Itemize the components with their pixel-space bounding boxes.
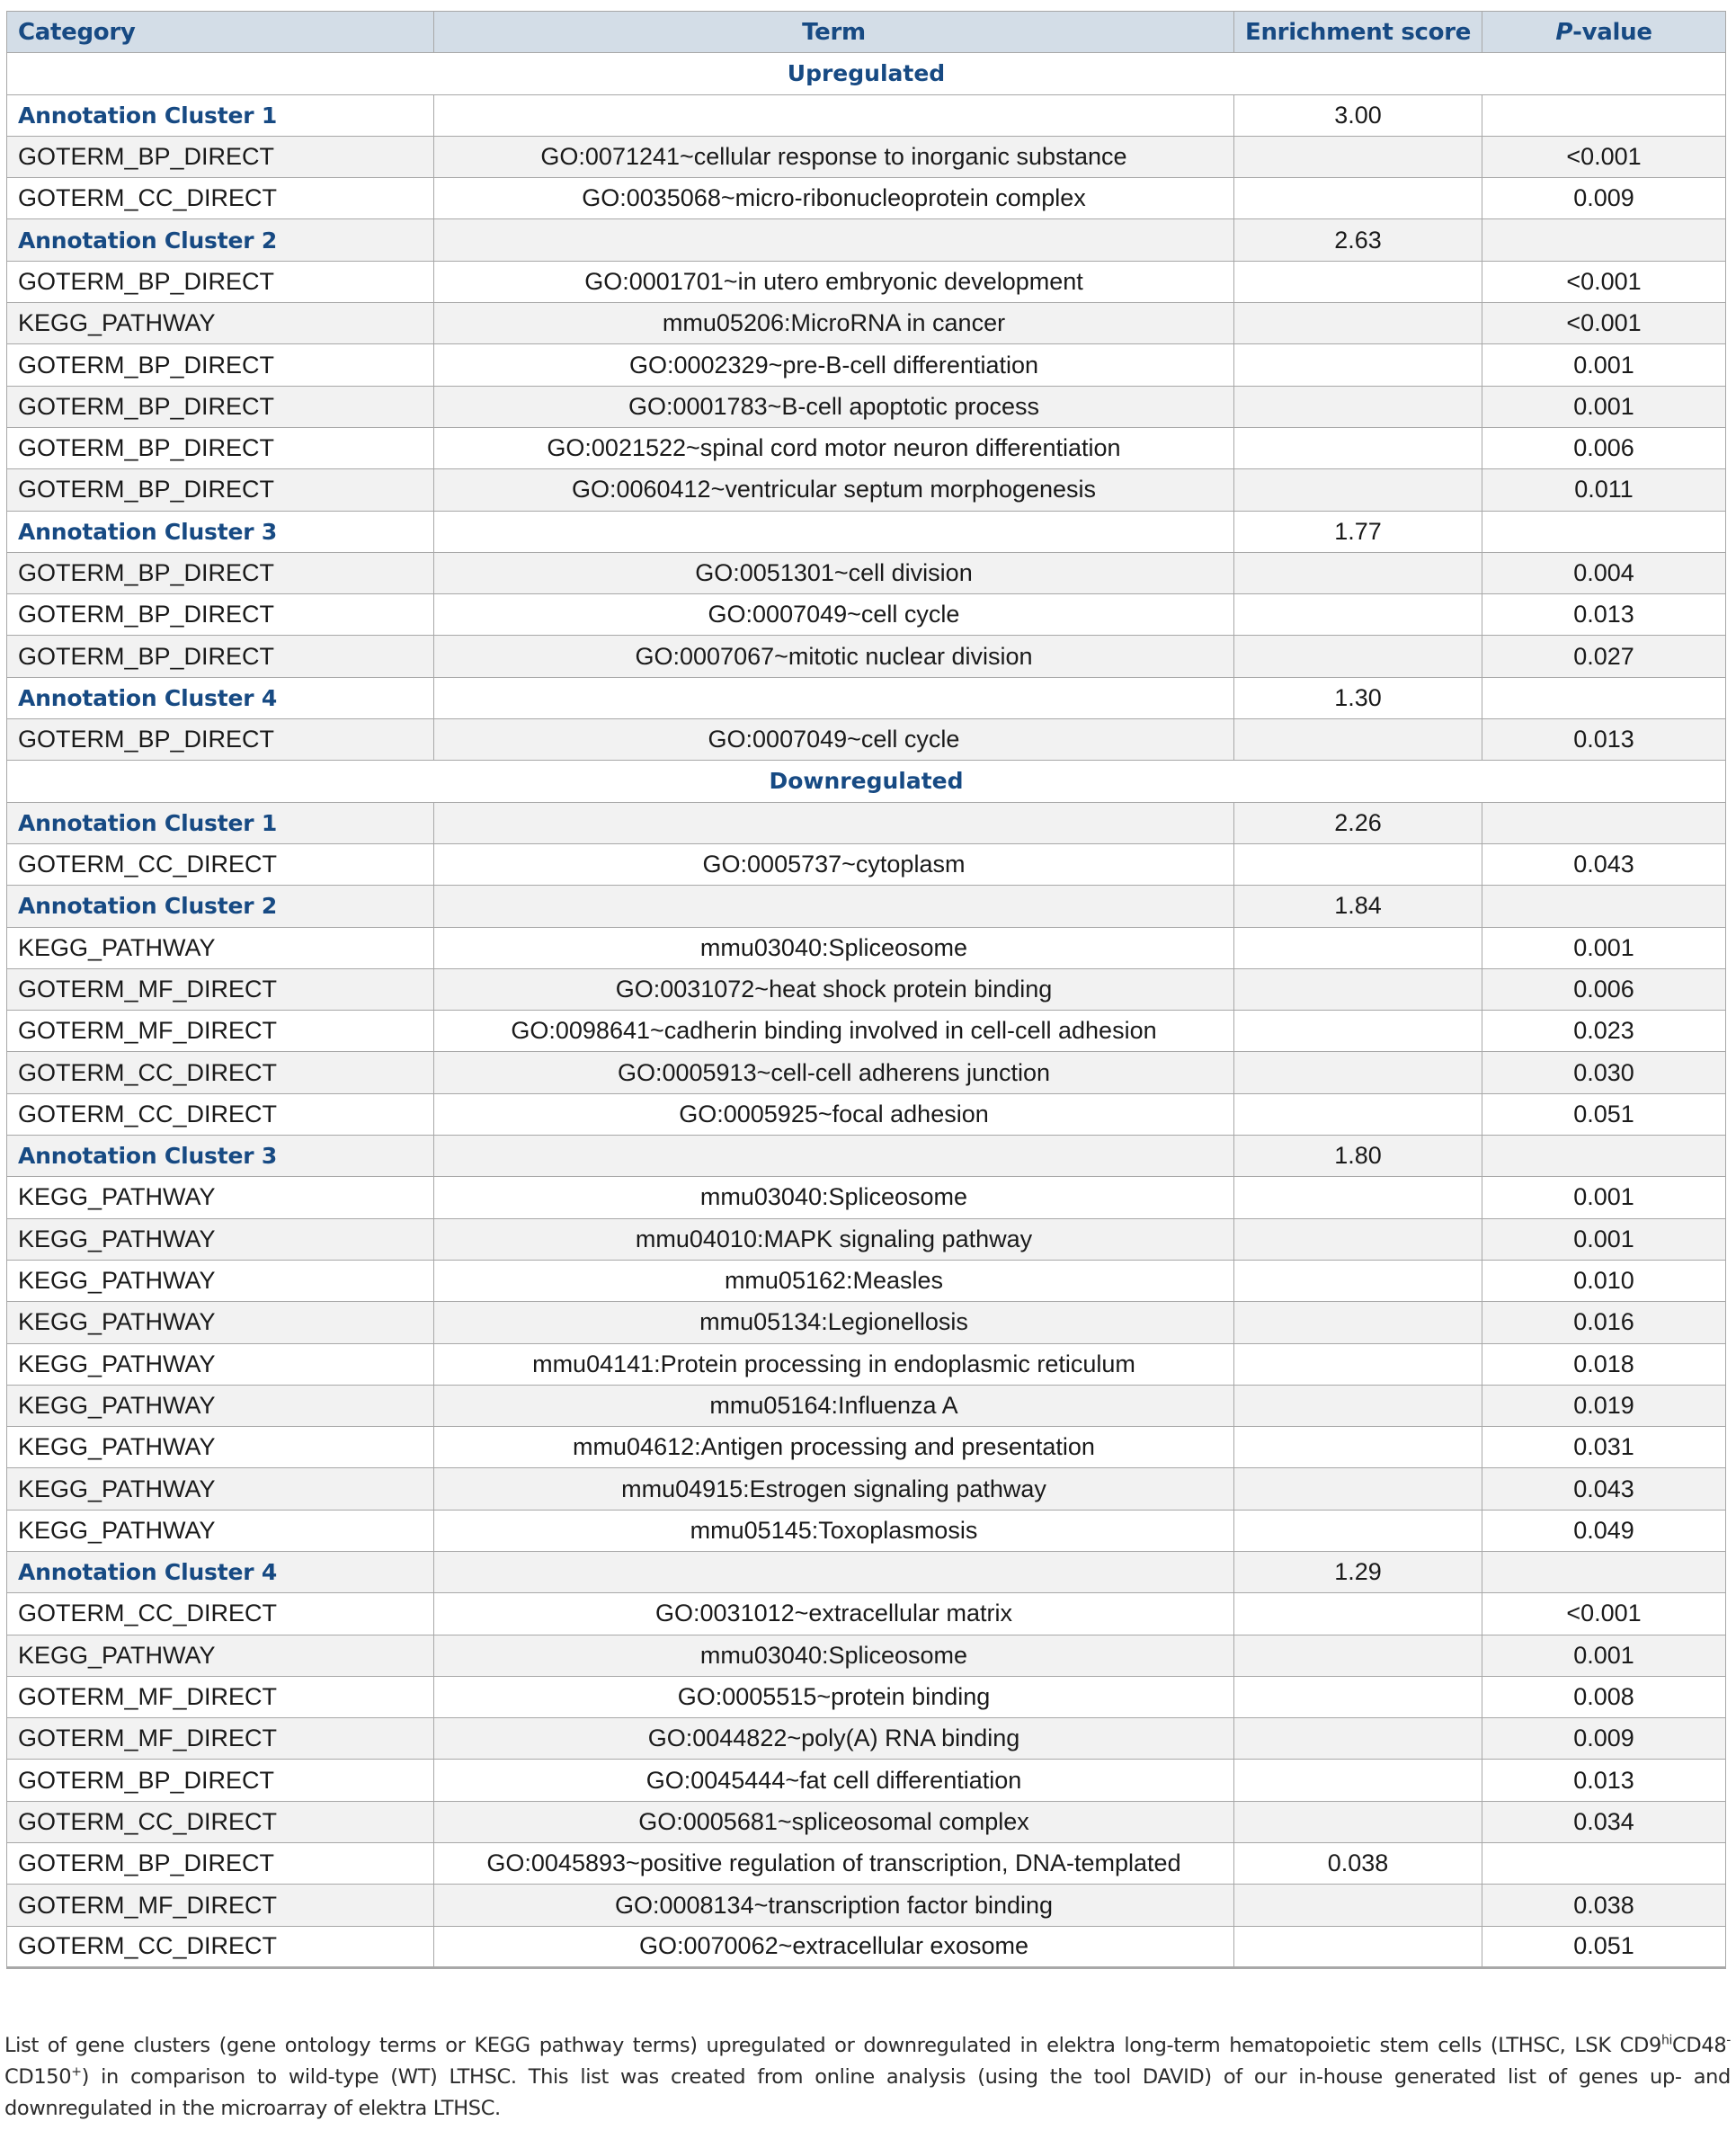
term-cell: GO:0001783~B-cell apoptotic process — [434, 386, 1234, 427]
p-value-cell: 0.030 — [1482, 1052, 1726, 1093]
section-row — [7, 53, 1726, 94]
table-caption — [4, 2030, 1731, 2125]
header-category: Category — [7, 12, 434, 53]
table-row — [7, 1510, 1726, 1551]
category-cell: GOTERM_BP_DIRECT — [7, 552, 434, 593]
enrichment-score-cell — [1234, 1760, 1482, 1801]
enrichment-score-cell — [1234, 1427, 1482, 1468]
term-cell: GO:0051301~cell division — [434, 552, 1234, 593]
cluster-label: Annotation Cluster 2 — [7, 886, 434, 927]
enrichment-score-cell — [1234, 1052, 1482, 1093]
p-value-cell: <0.001 — [1482, 261, 1726, 302]
term-cell: mmu04612:Antigen processing and presentation — [434, 1427, 1234, 1468]
term-cell: GO:0001701~in utero embryonic development — [434, 261, 1234, 302]
p-value-cell: 0.031 — [1482, 1427, 1726, 1468]
cluster-enrichment-score: 1.84 — [1234, 886, 1482, 927]
category-cell: GOTERM_BP_DIRECT — [7, 636, 434, 677]
p-value-cell: 0.008 — [1482, 1676, 1726, 1717]
enrichment-score-cell — [1234, 594, 1482, 636]
category-cell: KEGG_PATHWAY — [7, 1218, 434, 1260]
table-row — [7, 1260, 1726, 1301]
section-label: Downregulated — [7, 761, 1726, 802]
table-row — [7, 1801, 1726, 1842]
term-cell: GO:0098641~cadherin binding involved in cell-cell adhesion — [434, 1011, 1234, 1052]
cluster-p-value-cell — [1482, 1551, 1726, 1592]
cluster-row — [7, 1136, 1726, 1177]
table-row — [7, 968, 1726, 1010]
caption-sup-minus: - — [1726, 2033, 1731, 2048]
table-row — [7, 1177, 1726, 1218]
p-value-cell: 0.051 — [1482, 1093, 1726, 1135]
cluster-enrichment-score: 2.63 — [1234, 219, 1482, 261]
enrichment-score-cell — [1234, 178, 1482, 219]
p-value-cell: 0.011 — [1482, 469, 1726, 511]
enrichment-score-cell — [1234, 1801, 1482, 1842]
category-cell: KEGG_PATHWAY — [7, 1177, 434, 1218]
cluster-term-cell — [434, 1551, 1234, 1592]
enrichment-score-cell — [1234, 1093, 1482, 1135]
category-cell: GOTERM_CC_DIRECT — [7, 1093, 434, 1135]
cluster-term-cell — [434, 802, 1234, 843]
enrichment-score-cell — [1234, 1260, 1482, 1301]
table-row — [7, 843, 1726, 885]
header-p-italic: P — [1555, 18, 1573, 46]
term-cell: GO:0007049~cell cycle — [434, 594, 1234, 636]
table-row — [7, 344, 1726, 386]
enrichment-score-cell — [1234, 1510, 1482, 1551]
enrichment-score-cell — [1234, 1885, 1482, 1926]
p-value-cell: 0.006 — [1482, 968, 1726, 1010]
category-cell: KEGG_PATHWAY — [7, 1468, 434, 1510]
category-cell: KEGG_PATHWAY — [7, 1385, 434, 1426]
enrichment-score-cell — [1234, 1593, 1482, 1635]
term-cell: mmu04141:Protein processing in endoplasmic reticulum — [434, 1343, 1234, 1385]
enrichment-score-cell — [1234, 386, 1482, 427]
term-cell: GO:0045444~fat cell differentiation — [434, 1760, 1234, 1801]
p-value-cell: 0.051 — [1482, 1926, 1726, 1967]
table-row — [7, 1843, 1726, 1885]
enrichment-score-cell — [1234, 1177, 1482, 1218]
table-row — [7, 261, 1726, 302]
table-row — [7, 1760, 1726, 1801]
enrichment-score-cell — [1234, 1385, 1482, 1426]
category-cell: GOTERM_BP_DIRECT — [7, 594, 434, 636]
table-container — [6, 11, 1725, 1969]
p-value-cell: 0.043 — [1482, 1468, 1726, 1510]
enrichment-score-cell — [1234, 1635, 1482, 1676]
category-cell: GOTERM_BP_DIRECT — [7, 1843, 434, 1885]
table-row — [7, 719, 1726, 761]
cluster-enrichment-score: 3.00 — [1234, 94, 1482, 136]
cluster-term-cell — [434, 677, 1234, 718]
enrichment-score-cell — [1234, 1676, 1482, 1717]
table-row — [7, 1926, 1726, 1967]
caption-text-2: CD48 — [1672, 2034, 1727, 2057]
section-row — [7, 761, 1726, 802]
caption-text-1: List of gene clusters (gene ontology terms or KEGG pathway terms) upregulated or downregulated in elektra long-term hematopoietic stem cells (LTHSC, LSK CD9 — [4, 2034, 1661, 2057]
p-value-cell: 0.001 — [1482, 386, 1726, 427]
enrichment-score-cell — [1234, 344, 1482, 386]
cluster-row — [7, 677, 1726, 718]
term-cell: GO:0045893~positive regulation of transcription, DNA-templated — [434, 1843, 1234, 1885]
header-enrichment-score: Enrichment score — [1234, 12, 1482, 53]
p-value-cell: 0.010 — [1482, 1260, 1726, 1301]
p-value-cell: 0.034 — [1482, 1801, 1726, 1842]
enrichment-score-cell — [1234, 1468, 1482, 1510]
table-row — [7, 1635, 1726, 1676]
cluster-row — [7, 802, 1726, 843]
cluster-label: Annotation Cluster 3 — [7, 1136, 434, 1177]
enrichment-score-cell — [1234, 261, 1482, 302]
header-term: Term — [434, 12, 1234, 53]
enrichment-score-cell — [1234, 427, 1482, 468]
term-cell: GO:0008134~transcription factor binding — [434, 1885, 1234, 1926]
caption-sup-plus: + — [71, 2064, 82, 2080]
p-value-cell — [1482, 1843, 1726, 1885]
p-value-cell: 0.016 — [1482, 1302, 1726, 1343]
cluster-term-cell — [434, 511, 1234, 552]
table-body — [7, 53, 1726, 1968]
p-value-cell: 0.001 — [1482, 927, 1726, 968]
term-cell: GO:0005737~cytoplasm — [434, 843, 1234, 885]
p-value-cell: 0.023 — [1482, 1011, 1726, 1052]
category-cell: GOTERM_CC_DIRECT — [7, 178, 434, 219]
table-row — [7, 636, 1726, 677]
cluster-label: Annotation Cluster 3 — [7, 511, 434, 552]
enrichment-score-cell: 0.038 — [1234, 1843, 1482, 1885]
term-cell: GO:0007049~cell cycle — [434, 719, 1234, 761]
enrichment-score-cell — [1234, 927, 1482, 968]
p-value-cell: 0.004 — [1482, 552, 1726, 593]
term-cell: GO:0044822~poly(A) RNA binding — [434, 1718, 1234, 1760]
table-row — [7, 1302, 1726, 1343]
cluster-enrichment-score: 2.26 — [1234, 802, 1482, 843]
term-cell: mmu05134:Legionellosis — [434, 1302, 1234, 1343]
header-p-rest: -value — [1572, 18, 1652, 46]
p-value-cell: 0.013 — [1482, 1760, 1726, 1801]
p-value-cell: <0.001 — [1482, 303, 1726, 344]
table-row — [7, 594, 1726, 636]
cluster-p-value-cell — [1482, 886, 1726, 927]
p-value-cell: 0.019 — [1482, 1385, 1726, 1426]
category-cell: GOTERM_CC_DIRECT — [7, 843, 434, 885]
category-cell: KEGG_PATHWAY — [7, 1427, 434, 1468]
enrichment-score-cell — [1234, 552, 1482, 593]
category-cell: GOTERM_CC_DIRECT — [7, 1926, 434, 1967]
term-cell: mmu04915:Estrogen signaling pathway — [434, 1468, 1234, 1510]
table-row — [7, 927, 1726, 968]
cluster-p-value-cell — [1482, 677, 1726, 718]
cluster-row — [7, 886, 1726, 927]
term-cell: GO:0035068~micro-ribonucleoprotein complex — [434, 178, 1234, 219]
table-row — [7, 1343, 1726, 1385]
table-header — [7, 12, 1726, 53]
cluster-label: Annotation Cluster 1 — [7, 94, 434, 136]
category-cell: KEGG_PATHWAY — [7, 927, 434, 968]
category-cell: GOTERM_BP_DIRECT — [7, 427, 434, 468]
term-cell: mmu05145:Toxoplasmosis — [434, 1510, 1234, 1551]
category-cell: GOTERM_BP_DIRECT — [7, 136, 434, 177]
term-cell: GO:0071241~cellular response to inorganic substance — [434, 136, 1234, 177]
table-row — [7, 1385, 1726, 1426]
table-row — [7, 178, 1726, 219]
category-cell: GOTERM_MF_DIRECT — [7, 968, 434, 1010]
header-row — [7, 12, 1726, 53]
enrichment-score-cell — [1234, 843, 1482, 885]
enrichment-score-cell — [1234, 1218, 1482, 1260]
p-value-cell: 0.001 — [1482, 1635, 1726, 1676]
caption-text-3: CD150 — [4, 2065, 72, 2089]
category-cell: GOTERM_BP_DIRECT — [7, 469, 434, 511]
enrichment-table — [6, 11, 1726, 1969]
category-cell: KEGG_PATHWAY — [7, 1343, 434, 1385]
p-value-cell: 0.049 — [1482, 1510, 1726, 1551]
table-row — [7, 1885, 1726, 1926]
category-cell: GOTERM_MF_DIRECT — [7, 1011, 434, 1052]
table-row — [7, 136, 1726, 177]
cluster-p-value-cell — [1482, 1136, 1726, 1177]
cluster-p-value-cell — [1482, 511, 1726, 552]
table-row — [7, 1218, 1726, 1260]
p-value-cell: <0.001 — [1482, 1593, 1726, 1635]
term-cell: mmu03040:Spliceosome — [434, 1635, 1234, 1676]
category-cell: KEGG_PATHWAY — [7, 303, 434, 344]
p-value-cell: <0.001 — [1482, 136, 1726, 177]
cluster-enrichment-score: 1.29 — [1234, 1551, 1482, 1592]
table-row — [7, 1093, 1726, 1135]
table-row — [7, 303, 1726, 344]
p-value-cell: 0.001 — [1482, 1177, 1726, 1218]
enrichment-score-cell — [1234, 636, 1482, 677]
term-cell: GO:0005515~protein binding — [434, 1676, 1234, 1717]
header-p-value — [1482, 12, 1726, 53]
section-label: Upregulated — [7, 53, 1726, 94]
term-cell: mmu05162:Measles — [434, 1260, 1234, 1301]
term-cell: GO:0060412~ventricular septum morphogenesis — [434, 469, 1234, 511]
cluster-label: Annotation Cluster 4 — [7, 1551, 434, 1592]
cluster-row — [7, 1551, 1726, 1592]
p-value-cell: 0.009 — [1482, 178, 1726, 219]
category-cell: GOTERM_CC_DIRECT — [7, 1801, 434, 1842]
term-cell: mmu05206:MicroRNA in cancer — [434, 303, 1234, 344]
enrichment-score-cell — [1234, 719, 1482, 761]
cluster-term-cell — [434, 94, 1234, 136]
p-value-cell: 0.043 — [1482, 843, 1726, 885]
enrichment-score-cell — [1234, 1718, 1482, 1760]
p-value-cell: 0.027 — [1482, 636, 1726, 677]
category-cell: GOTERM_BP_DIRECT — [7, 1760, 434, 1801]
table-row — [7, 1718, 1726, 1760]
category-cell: GOTERM_BP_DIRECT — [7, 261, 434, 302]
enrichment-score-cell — [1234, 968, 1482, 1010]
cluster-row — [7, 511, 1726, 552]
cluster-enrichment-score: 1.77 — [1234, 511, 1482, 552]
p-value-cell: 0.013 — [1482, 594, 1726, 636]
cluster-label: Annotation Cluster 4 — [7, 677, 434, 718]
term-cell: mmu03040:Spliceosome — [434, 927, 1234, 968]
cluster-label: Annotation Cluster 1 — [7, 802, 434, 843]
p-value-cell: 0.001 — [1482, 344, 1726, 386]
table-row — [7, 1468, 1726, 1510]
term-cell: GO:0031072~heat shock protein binding — [434, 968, 1234, 1010]
term-cell: GO:0007067~mitotic nuclear division — [434, 636, 1234, 677]
cluster-p-value-cell — [1482, 802, 1726, 843]
enrichment-score-cell — [1234, 469, 1482, 511]
p-value-cell: 0.001 — [1482, 1218, 1726, 1260]
table-row — [7, 1052, 1726, 1093]
caption-sup-hi: hi — [1660, 2033, 1673, 2048]
term-cell: GO:0005681~spliceosomal complex — [434, 1801, 1234, 1842]
term-cell: GO:0070062~extracellular exosome — [434, 1926, 1234, 1967]
cluster-row — [7, 219, 1726, 261]
term-cell: mmu03040:Spliceosome — [434, 1177, 1234, 1218]
table-row — [7, 427, 1726, 468]
table-row — [7, 469, 1726, 511]
term-cell: GO:0005913~cell-cell adherens junction — [434, 1052, 1234, 1093]
cluster-enrichment-score: 1.30 — [1234, 677, 1482, 718]
category-cell: GOTERM_BP_DIRECT — [7, 719, 434, 761]
term-cell: GO:0005925~focal adhesion — [434, 1093, 1234, 1135]
enrichment-score-cell — [1234, 1343, 1482, 1385]
table-row — [7, 1011, 1726, 1052]
category-cell: GOTERM_CC_DIRECT — [7, 1052, 434, 1093]
category-cell: KEGG_PATHWAY — [7, 1302, 434, 1343]
caption-text-4: ) in comparison to wild-type (WT) LTHSC. This list was created from online analysis (using the tool DAVID) of our in-house generated list of genes up- and downregulated in the microarray of elektra LTHSC. — [4, 2065, 1731, 2120]
table-row — [7, 386, 1726, 427]
p-value-cell: 0.009 — [1482, 1718, 1726, 1760]
p-value-cell: 0.038 — [1482, 1885, 1726, 1926]
category-cell: KEGG_PATHWAY — [7, 1510, 434, 1551]
enrichment-score-cell — [1234, 303, 1482, 344]
cluster-row — [7, 94, 1726, 136]
cluster-enrichment-score: 1.80 — [1234, 1136, 1482, 1177]
enrichment-score-cell — [1234, 136, 1482, 177]
enrichment-score-cell — [1234, 1302, 1482, 1343]
category-cell: GOTERM_MF_DIRECT — [7, 1676, 434, 1717]
table-row — [7, 1593, 1726, 1635]
p-value-cell: 0.013 — [1482, 719, 1726, 761]
category-cell: KEGG_PATHWAY — [7, 1260, 434, 1301]
p-value-cell: 0.018 — [1482, 1343, 1726, 1385]
table-row — [7, 1676, 1726, 1717]
cluster-term-cell — [434, 219, 1234, 261]
enrichment-score-cell — [1234, 1926, 1482, 1967]
term-cell: GO:0031012~extracellular matrix — [434, 1593, 1234, 1635]
cluster-term-cell — [434, 1136, 1234, 1177]
category-cell: GOTERM_BP_DIRECT — [7, 344, 434, 386]
term-cell: mmu05164:Influenza A — [434, 1385, 1234, 1426]
cluster-p-value-cell — [1482, 94, 1726, 136]
cluster-term-cell — [434, 886, 1234, 927]
p-value-cell: 0.006 — [1482, 427, 1726, 468]
category-cell: GOTERM_CC_DIRECT — [7, 1593, 434, 1635]
term-cell: mmu04010:MAPK signaling pathway — [434, 1218, 1234, 1260]
term-cell: GO:0002329~pre-B-cell differentiation — [434, 344, 1234, 386]
category-cell: KEGG_PATHWAY — [7, 1635, 434, 1676]
cluster-p-value-cell — [1482, 219, 1726, 261]
category-cell: GOTERM_MF_DIRECT — [7, 1718, 434, 1760]
category-cell: GOTERM_MF_DIRECT — [7, 1885, 434, 1926]
table-row — [7, 552, 1726, 593]
enrichment-score-cell — [1234, 1011, 1482, 1052]
term-cell: GO:0021522~spinal cord motor neuron differentiation — [434, 427, 1234, 468]
cluster-label: Annotation Cluster 2 — [7, 219, 434, 261]
category-cell: GOTERM_BP_DIRECT — [7, 386, 434, 427]
table-row — [7, 1427, 1726, 1468]
